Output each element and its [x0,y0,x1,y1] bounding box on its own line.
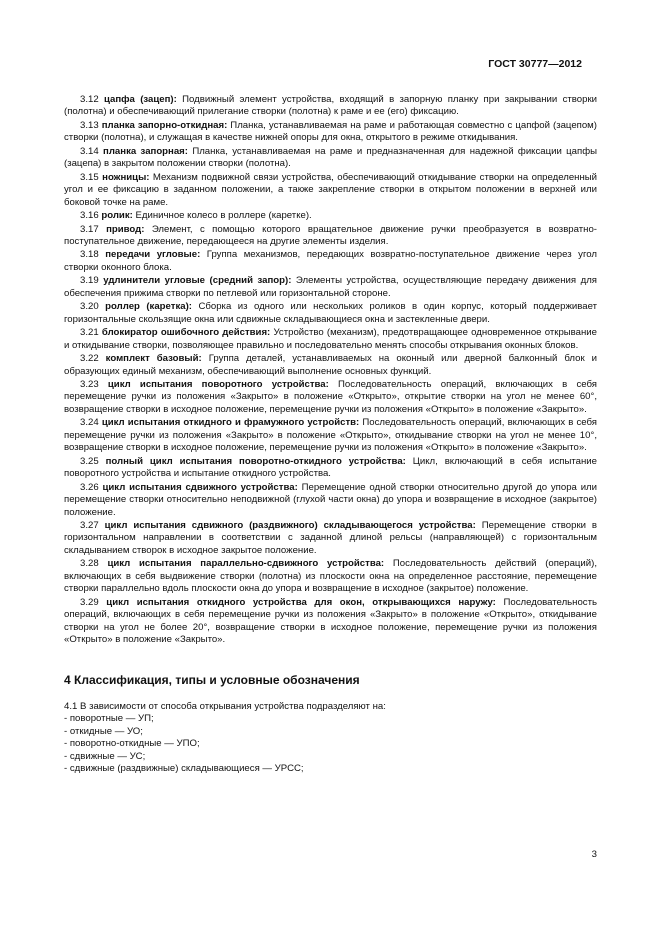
definition-text: Устройство (механизм), предотвращающее одновременное открывание и откидывание створки, позволяющее правильно и последовательно менять способы открывания оконных блоков. [64,327,597,351]
definition-term: ролик: [101,210,133,222]
definition-term: цикл испытания параллельно-сдвижного устройства: [107,558,385,570]
list-item: - сдвижные — УС; [64,750,146,762]
definition-number: 3.26 [80,481,99,493]
definition-term: блокиратор ошибочного действия: [101,327,271,339]
definition-text: Сборка из одного или нескольких роликов в один корпус, который поддерживает горизонтальные скользящие окна или сдвижные складывающиеся окна и застекленные двери. [64,301,597,325]
definition-3-12 [64,94,597,119]
definition-3-20 [64,301,597,326]
definition-text: Группа механизмов, передающих возвратно-поступательное движение через угол створки оконного блока. [64,249,597,273]
definition-term: цапфа (зацеп): [104,94,177,105]
definition-number: 3.13 [80,119,99,131]
definition-number: 3.29 [80,596,99,608]
definition-3-19 [64,275,597,300]
definition-3-29 [64,597,597,647]
definition-text: Планка, устанавливаемая на раме и работающая совместно с цапфой (зацепом) створки (полотна), и служащая в качестве нижней опоры для окна, открытого в режиме откидывания. [64,119,597,144]
definition-text: Элемент, с помощью которого вращательное движение ручки преобразуется в возвратно-поступательное движение, передающееся на другие элементы изделия. [64,223,597,247]
definition-term: роллер (каретка): [105,301,192,313]
definition-text: Последовательность операций, включающих в себя перемещение ручки из положения «Закрыто» в положение «Открыто», откидывание створки на угол не менее 10°, возвращение створки в исходное положение, перемещение ручки из положения «Открыто» в положение «Закрыто». [64,417,597,454]
definition-text: Перемещение одной створки относительно другой до упора или перемещение створки относительно неподвижной (глухой части окна) до упора и возвращение в исходное (закрытое) положение. [64,481,598,518]
definition-term: цикл испытания сдвижного устройства: [102,481,298,493]
definition-text: Цикл, включающий в себя испытание поворотного устройства и испытание откидного устройства. [64,455,597,480]
list-item: - сдвижные (раздвижные) складывающиеся — УРСС; [64,763,304,775]
definition-term: цикл испытания откидного устройства для окон, открывающихся наружу: [106,596,496,608]
definition-3-14 [64,146,597,171]
definition-text: Планка, устанавливаемая на раме и предназначенная для надежной фиксации цапфы (зацепа) в закрытом положении створки (полотна). [64,145,597,170]
definition-3-26 [64,482,597,519]
definition-term: удлинители угловые (средний запор): [103,275,292,287]
definition-text: Последовательность операций, включающих в себя перемещение ручки из положения «Закрыто» в положение «Открыто», открытие створки на угол не менее 60°, возвращение створки в исходное положение, перемещение ручки из положения «Открыто» в положение «Закрыто». [64,378,597,415]
definition-term: привод: [106,223,145,235]
definition-text: Механизм подвижной связи устройства, обеспечивающий откидывание створки на определенный угол и ее фиксацию в заданном положении, а также закрепление створки в открытом положении в верхней или боковой точке на раме. [64,171,598,208]
definition-number: 3.21 [80,327,99,339]
definition-term: цикл испытания сдвижного (раздвижного) складывающегося устройства: [104,519,476,531]
classification-list [64,713,597,775]
definition-number: 3.22 [80,353,99,365]
definition-3-23 [64,379,597,416]
definition-term: комплект базовый: [105,353,202,365]
definition-number: 3.23 [80,378,99,390]
definition-3-28 [64,558,597,595]
definition-3-13 [64,120,597,145]
list-item: - поворотные — УП; [64,713,154,725]
definition-term: передачи угловые: [105,249,201,261]
definition-text: Подвижный элемент устройства, входящий в запорную планку при закрывании створки (полотна) и обеспечивающий прилегание створки (полотна) к раме и ее (его) фиксацию. [64,94,597,118]
definition-3-25 [64,456,597,481]
definition-text: Элементы устройства, осуществляющие передачу движения для обеспечения прижима створки по петлевой или горизонтальной стороне. [64,275,597,299]
definition-number: 3.12 [80,94,99,105]
definition-3-24 [64,417,597,454]
definition-number: 3.20 [80,301,99,313]
definition-number: 3.15 [80,171,99,183]
definition-number: 3.27 [80,519,99,531]
definition-3-16 [64,210,597,222]
section-title: 4 Классификация, типы и условные обозначения [64,673,360,688]
definition-number: 3.14 [80,145,99,157]
definition-text: Единичное колесо в роллере (каретке). [132,210,312,222]
definition-term: полный цикл испытания поворотно-откидного устройства: [105,455,406,467]
definition-number: 3.25 [80,455,99,467]
document-header: ГОСТ 30777—2012 [488,58,582,70]
definition-number: 3.16 [80,210,99,222]
definition-number: 3.28 [80,558,99,570]
definition-number: 3.17 [80,223,99,235]
definition-text: Последовательность операций, включающих в себя перемещение ручки из положения «Закрыто» в положение «Открыто», откидывание створки на угол не более 20°, возвращение створки в исходное положение, перемещение ручки из положения «Открыто» в положение «Закрыто». [64,596,597,646]
clause-4-1: 4.1 В зависимости от способа открывания устройства подразделяют на: [64,700,386,712]
definition-3-15 [64,172,597,209]
definition-3-17 [64,224,597,249]
list-item: - поворотно-откидные — УПО; [64,738,200,750]
definition-3-18 [64,249,597,274]
definition-term: цикл испытания поворотного устройства: [107,378,329,390]
definition-term: цикл испытания откидного и фрамужного устройств: [101,417,360,429]
page-number: 3 [591,849,597,860]
definition-text: Последовательность действий (операций), включающих в себя выдвижение створки (полотна) из плоскости окна на определенное расстояние, перемещение створки параллельно вдоль плоскости окна до упора и возвращение в исходное (закрытое) положение. [64,558,597,595]
definition-3-27 [64,520,597,557]
definition-3-22 [64,353,597,378]
definitions-list [64,94,597,646]
page-content [64,94,597,776]
definition-term: планка запорная: [103,145,188,157]
definition-term: планка запорно-откидная: [101,119,228,131]
definition-number: 3.18 [80,249,99,261]
list-item: - откидные — УО; [64,725,143,737]
definition-number: 3.19 [80,275,99,287]
definition-text: Перемещение створки в горизонтальном направлении в соответствии с заданной длиной рельсы (направляющей) с горизонтальным складыванием створок в исходное закрытое положение. [64,519,598,556]
definition-text: Группа деталей, устанавливаемых на оконный или дверной балконный блок и образующих единый механизм, обеспечивающий выполнение основных функций. [64,353,597,377]
definition-term: ножницы: [102,171,150,183]
definition-3-21 [64,327,597,352]
definition-number: 3.24 [80,417,99,429]
